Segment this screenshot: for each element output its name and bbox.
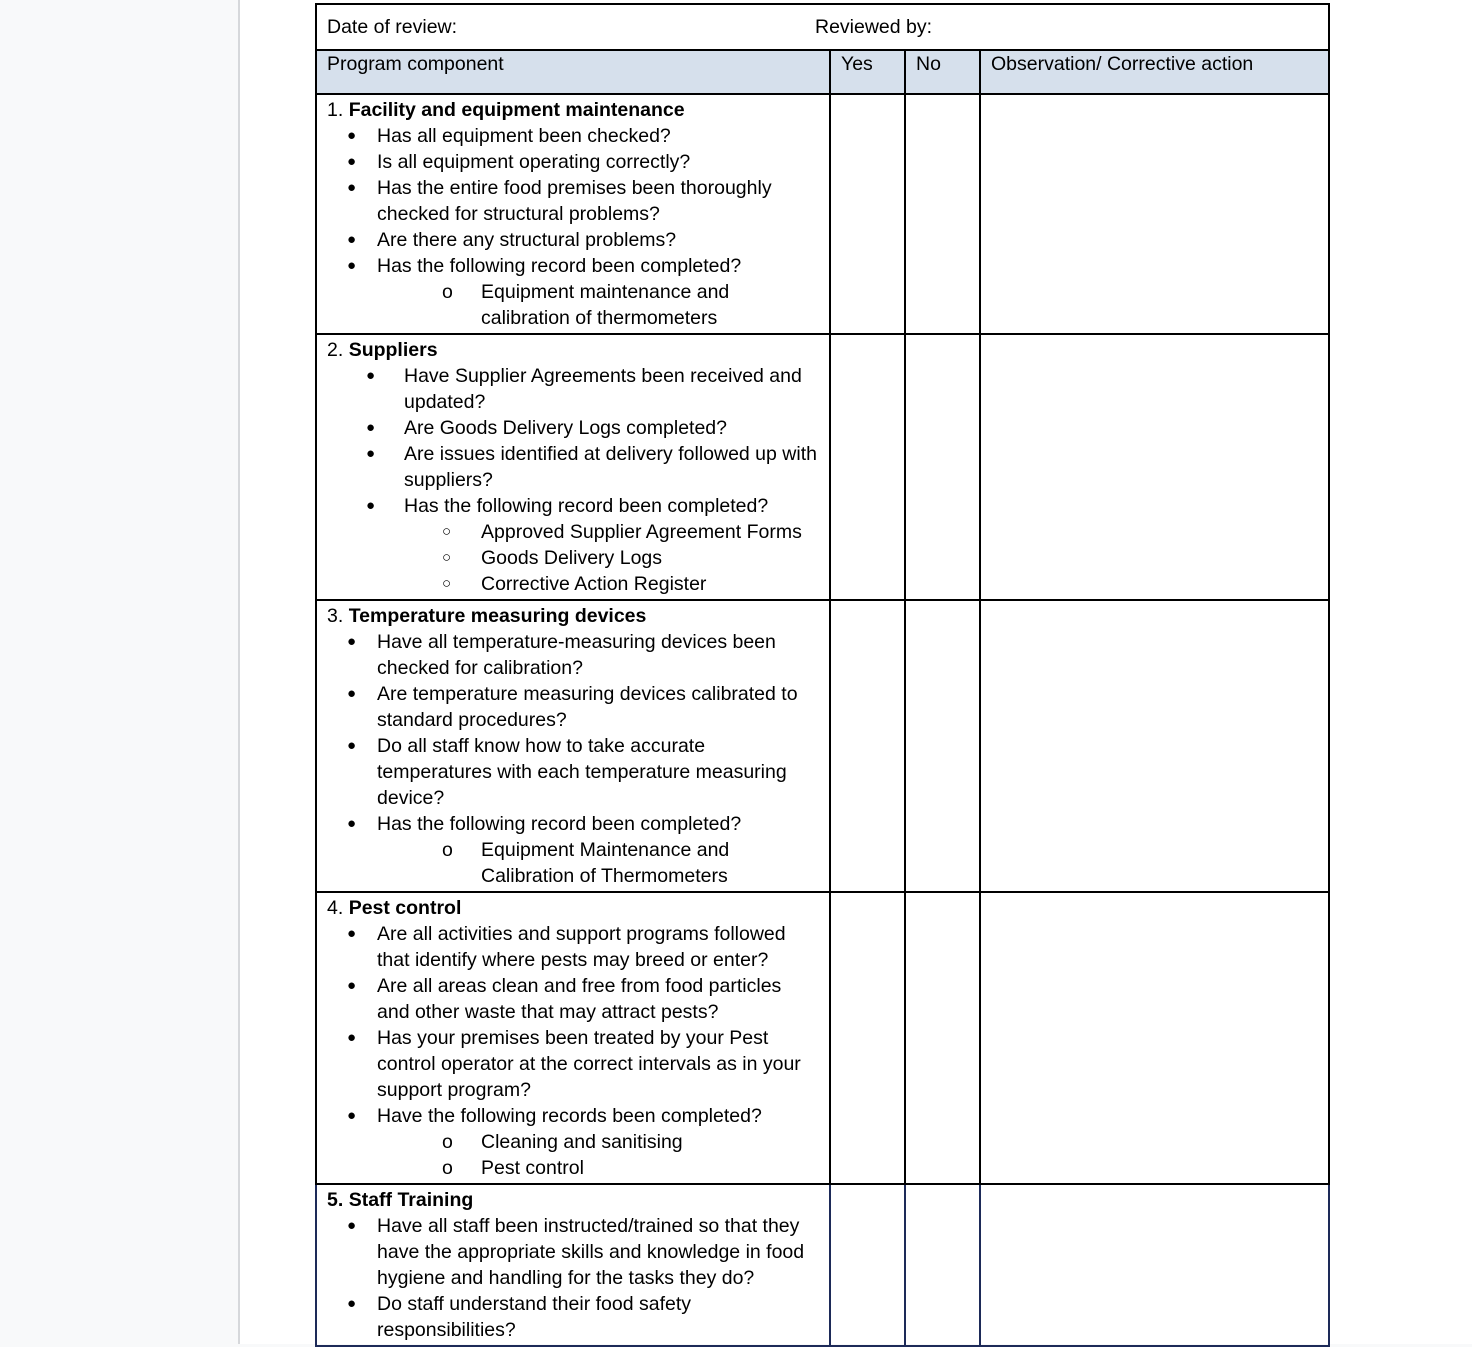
reviewed-by-label: Reviewed by: xyxy=(815,16,933,38)
checklist-question: ● Are there any structural problems? xyxy=(327,227,819,253)
yes-cell[interactable] xyxy=(830,600,905,892)
section-title xyxy=(327,97,819,123)
no-cell[interactable] xyxy=(905,600,980,892)
section-row xyxy=(316,334,1329,600)
section-title xyxy=(327,895,819,921)
review-meta-cell[interactable] xyxy=(316,4,1329,50)
section-title-text: Suppliers xyxy=(348,339,438,361)
yes-cell[interactable] xyxy=(830,94,905,334)
no-cell[interactable] xyxy=(905,334,980,600)
section-number: 5. xyxy=(327,1189,344,1211)
checklist-question: ● Do staff understand their food safety responsibilities? xyxy=(327,1291,819,1343)
checklist-question: ● Have the following records been completed? xyxy=(327,1103,819,1129)
column-header-component: Program component xyxy=(316,50,830,94)
section-title-text: Facility and equipment maintenance xyxy=(348,99,685,121)
checklist-question: ● Have all temperature-measuring devices been checked for calibration? xyxy=(327,629,819,681)
observation-cell[interactable] xyxy=(980,94,1329,334)
checklist-question: ● Have all staff been instructed/trained so that they have the appropriate skills and knowledge in food hygiene and handling for the tasks they do? xyxy=(327,1213,819,1291)
no-cell[interactable] xyxy=(905,1184,980,1346)
checklist-question: ● Is all equipment operating correctly? xyxy=(327,149,819,175)
section-row xyxy=(316,600,1329,892)
checklist-question: ● Are temperature measuring devices calibrated to standard procedures? xyxy=(327,681,819,733)
section-row xyxy=(316,1184,1329,1346)
date-of-review-label: Date of review: xyxy=(327,16,458,38)
checklist-question: ● Has the following record been completed? xyxy=(327,253,819,279)
record-item: o Equipment Maintenance and Calibration of Thermometers xyxy=(327,837,819,889)
section-title xyxy=(327,603,819,629)
section-component-cell[interactable] xyxy=(316,600,830,892)
no-cell[interactable] xyxy=(905,892,980,1184)
checklist-question: ● Has the entire food premises been thoroughly checked for structural problems? xyxy=(327,175,819,227)
section-component-cell[interactable] xyxy=(316,334,830,600)
review-checklist-table xyxy=(315,3,1330,1347)
record-item: ○ Approved Supplier Agreement Forms xyxy=(327,519,819,545)
checklist-question: ● Are all activities and support programs followed that identify where pests may breed or enter? xyxy=(327,921,819,973)
column-header-row xyxy=(316,50,1329,94)
column-header-no: No xyxy=(905,50,980,94)
record-item: o Equipment maintenance and calibration of thermometers xyxy=(327,279,819,331)
checklist-question: ● Are all areas clean and free from food particles and other waste that may attract pests? xyxy=(327,973,819,1025)
section-number: 1. xyxy=(327,99,344,121)
checklist-question: ● Has the following record been completed? xyxy=(327,493,819,519)
column-header-yes: Yes xyxy=(830,50,905,94)
observation-cell[interactable] xyxy=(980,600,1329,892)
review-meta-row xyxy=(316,4,1329,50)
section-title xyxy=(327,1187,819,1213)
section-number: 4. xyxy=(327,897,344,919)
observation-cell[interactable] xyxy=(980,1184,1329,1346)
section-title xyxy=(327,337,819,363)
section-component-cell[interactable] xyxy=(316,94,830,334)
yes-cell[interactable] xyxy=(830,334,905,600)
record-item: ○ Corrective Action Register xyxy=(327,571,819,597)
checklist-question: ● Are Goods Delivery Logs completed? xyxy=(327,415,819,441)
checklist-question: ● Are issues identified at delivery followed up with suppliers? xyxy=(327,441,819,493)
record-item: ○ Goods Delivery Logs xyxy=(327,545,819,571)
section-title-text: Pest control xyxy=(348,897,462,919)
checklist-question: ● Has all equipment been checked? xyxy=(327,123,819,149)
checklist-question: ● Has the following record been completed? xyxy=(327,811,819,837)
section-number: 3. xyxy=(327,605,344,627)
yes-cell[interactable] xyxy=(830,892,905,1184)
record-item: o Cleaning and sanitising xyxy=(327,1129,819,1155)
no-cell[interactable] xyxy=(905,94,980,334)
section-title-text: Staff Training xyxy=(348,1189,474,1211)
checklist-question: ● Has your premises been treated by your Pest control operator at the correct intervals as in your support program? xyxy=(327,1025,819,1103)
column-header-observation: Observation/ Corrective action xyxy=(980,50,1329,94)
observation-cell[interactable] xyxy=(980,334,1329,600)
section-row xyxy=(316,94,1329,334)
section-title-text: Temperature measuring devices xyxy=(348,605,647,627)
checklist-question: ● Do all staff know how to take accurate temperatures with each temperature measuring device? xyxy=(327,733,819,811)
section-component-cell[interactable] xyxy=(316,1184,830,1346)
checklist-question: ● Have Supplier Agreements been received and updated? xyxy=(327,363,819,415)
record-item: o Pest control xyxy=(327,1155,819,1181)
yes-cell[interactable] xyxy=(830,1184,905,1346)
section-number: 2. xyxy=(327,339,344,361)
section-component-cell[interactable] xyxy=(316,892,830,1184)
observation-cell[interactable] xyxy=(980,892,1329,1184)
section-row xyxy=(316,892,1329,1184)
